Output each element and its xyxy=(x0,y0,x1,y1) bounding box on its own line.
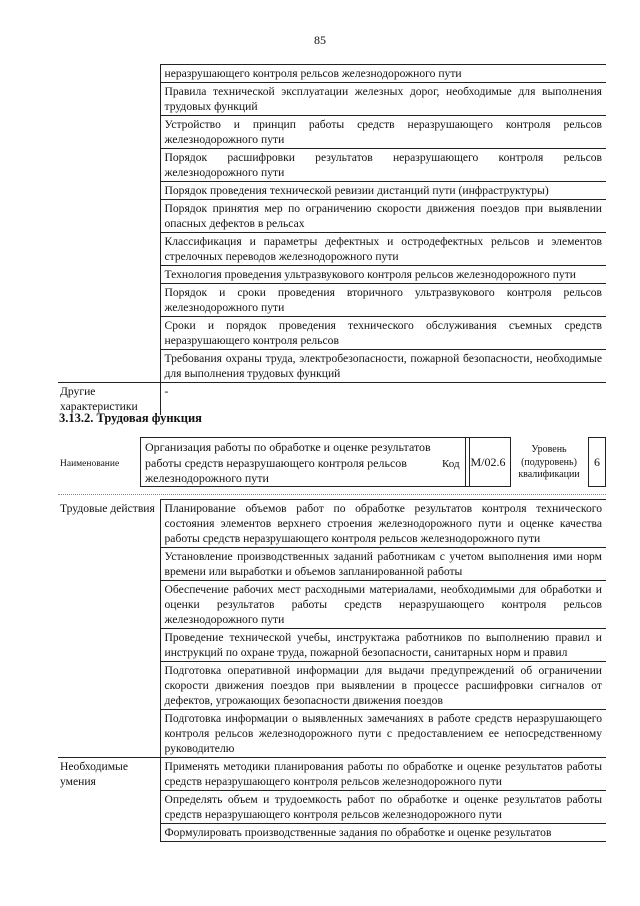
other-characteristics-value: - xyxy=(160,383,606,416)
knowledge-table xyxy=(58,64,606,415)
action-item: Подготовка информации о выявленных замечаниях в работе средств неразрушающего контроля рельсов железнодорожного пути с предоставлением ее непосредственному руководителю xyxy=(160,710,606,758)
table-row xyxy=(58,149,606,182)
knowledge-item: Порядок проведения технической ревизии дистанций пути (инфраструктуры) xyxy=(160,182,606,200)
table-row xyxy=(58,65,606,83)
table-row xyxy=(58,581,606,629)
skill-item: Применять методики планирования работы по обработке и оценке результатов работы средств неразрушающего контроля рельсов железнодорожного пути xyxy=(160,758,606,791)
table-row xyxy=(58,629,606,662)
qualification-level-label: Уровень (подуровень) квалификации xyxy=(518,444,580,480)
action-item: Планирование объемов работ по обработке результатов контроля технического состояния элементов верхнего строения железнодорожного пути и оценке качества работы средств неразрушающего контроля рельсов железнодорожного пути xyxy=(160,500,606,548)
function-code: М/02.6 xyxy=(465,437,511,487)
table-row xyxy=(58,710,606,758)
table-row xyxy=(58,791,606,824)
action-item: Обеспечение рабочих мест расходными материалами, необходимыми для обработки и оценки результатов работы средств неразрушающего контроля рельсов железнодорожного пути xyxy=(160,581,606,629)
section-title: 3.13.2. Трудовая функция xyxy=(59,411,202,425)
function-code-label: Код xyxy=(442,458,460,470)
skill-item: Формулировать производственные задания по обработке и оценке результатов xyxy=(160,824,606,842)
knowledge-item: Сроки и порядок проведения технического обслуживания съемных средств неразрушающего контроля рельсов xyxy=(160,317,606,350)
knowledge-item: Технология проведения ультразвукового контроля рельсов железнодорожного пути xyxy=(160,266,606,284)
divider xyxy=(58,494,606,495)
action-item: Установление производственных заданий работникам с учетом выполнения ими норм времени или выработки и объемов запланированной работы xyxy=(160,548,606,581)
table-row xyxy=(58,758,606,791)
table-row xyxy=(58,266,606,284)
function-name: Организация работы по обработке и оценке результатов работы средств неразрушающего контроля рельсов железнодорожного пути xyxy=(140,437,470,487)
table-row xyxy=(58,500,606,548)
knowledge-item: Порядок и сроки проведения вторичного ультразвукового контроля рельсов железнодорожного пути xyxy=(160,284,606,317)
page-number: 85 xyxy=(314,33,326,47)
table-row xyxy=(58,116,606,149)
action-item: Подготовка оперативной информации для выдачи предупреждений об ограничении скорости движения поездов при выявлении в процессе расшифровки сигналов от дефектов, угрожающих безопасности движения поездов xyxy=(160,662,606,710)
skills-label: Необходимые умения xyxy=(58,758,160,791)
knowledge-item: Порядок принятия мер по ограничению скорости движения поездов при выявлении опасных дефектов в рельсах xyxy=(160,200,606,233)
table-row xyxy=(58,200,606,233)
qualification-level: 6 xyxy=(588,437,606,487)
other-characteristics-label: Другие характеристики xyxy=(58,383,160,416)
table-row xyxy=(58,284,606,317)
action-item: Проведение технической учебы, инструктажа работников по выполнению правил и инструкций по охране труда, пожарной безопасности, санитарных норм и правил xyxy=(160,629,606,662)
knowledge-item: Порядок расшифровки результатов неразрушающего контроля рельсов железнодорожного пути xyxy=(160,149,606,182)
skill-item: Определять объем и трудоемкость работ по обработке и оценке результатов работы средств неразрушающего контроля рельсов железнодорожного пути xyxy=(160,791,606,824)
table-row xyxy=(58,83,606,116)
table-row xyxy=(58,548,606,581)
table-row xyxy=(58,317,606,350)
actions-label: Трудовые действия xyxy=(58,500,160,548)
table-row xyxy=(58,824,606,842)
table-row xyxy=(58,233,606,266)
actions-skills-table xyxy=(58,499,606,842)
function-header xyxy=(58,437,606,489)
function-name-label: Наименование xyxy=(60,459,120,469)
knowledge-item: Классификация и параметры дефектных и остродефектных рельсов и элементов стрелочных переводов железнодорожного пути xyxy=(160,233,606,266)
knowledge-item: неразрушающего контроля рельсов железнодорожного пути xyxy=(160,65,606,83)
table-row xyxy=(58,182,606,200)
knowledge-item: Правила технической эксплуатации железных дорог, необходимые для выполнения трудовых функций xyxy=(160,83,606,116)
table-row xyxy=(58,350,606,383)
table-row xyxy=(58,662,606,710)
knowledge-item: Требования охраны труда, электробезопасности, пожарной безопасности, необходимые для выполнения трудовых функций xyxy=(160,350,606,383)
knowledge-item: Устройство и принцип работы средств неразрушающего контроля рельсов железнодорожного пути xyxy=(160,116,606,149)
